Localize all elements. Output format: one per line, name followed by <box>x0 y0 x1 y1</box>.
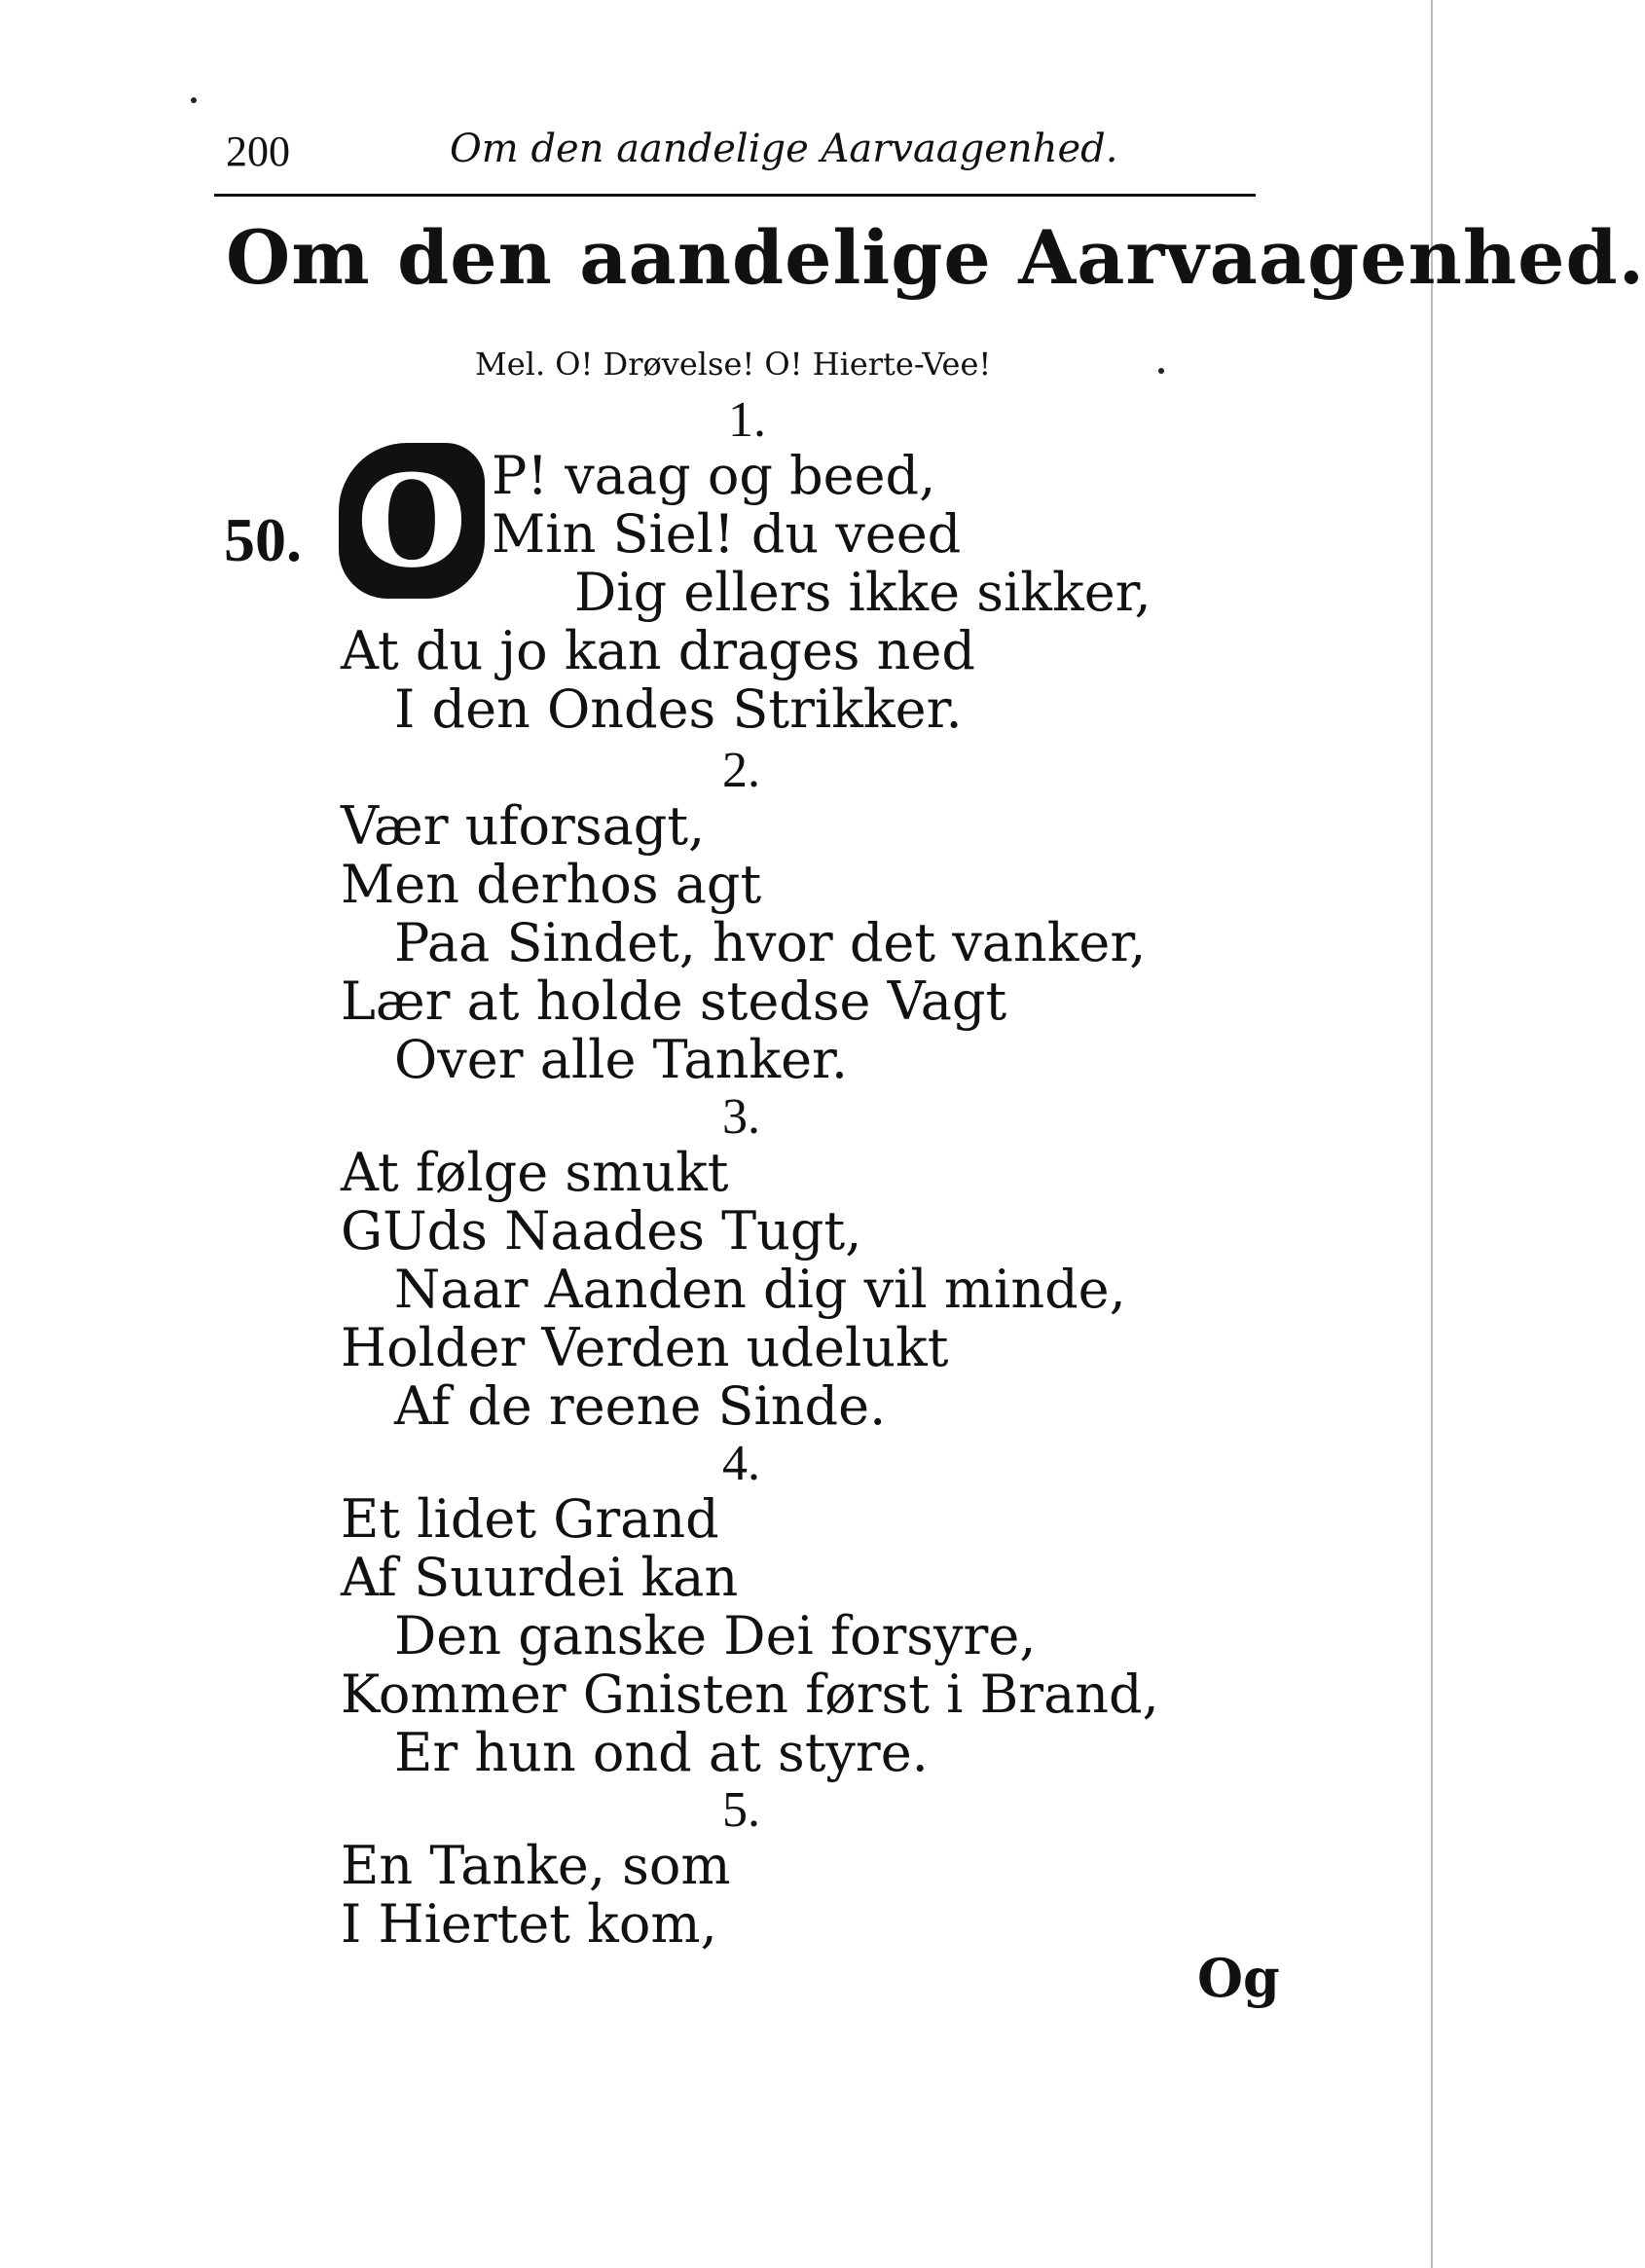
catchword: Og <box>1197 1947 1280 2009</box>
verse-line: Min Siel! du veed <box>492 503 962 565</box>
print-speck <box>1158 368 1164 374</box>
melody-line: Mel. O! Drøvelse! O! Hierte-Vee! <box>475 346 992 383</box>
verse-line: Lær at holde stedse Vagt <box>341 970 1007 1032</box>
running-title: Om den aandelige Aarvaagenhed. <box>450 127 1118 171</box>
verse-line: Holder Verden udelukt <box>341 1317 949 1378</box>
verse-line: P! vaag og beed, <box>492 445 936 506</box>
verse-line: En Tanke, som <box>341 1835 731 1896</box>
page-number: 200 <box>226 128 290 175</box>
hymn-title: Om den aandelige Aarvaagenhed. <box>226 214 1645 301</box>
verse-line: I Hiertet kom, <box>341 1893 717 1955</box>
stanza-number: 1. <box>728 392 766 448</box>
stanza-number: 4. <box>722 1436 760 1491</box>
verse-line: At du jo kan drages ned <box>341 620 975 681</box>
verse-line: Naar Aanden dig vil minde, <box>394 1259 1126 1320</box>
verse-line: Over alle Tanker. <box>394 1029 849 1090</box>
verse-line: I den Ondes Strikker. <box>394 678 963 740</box>
stanza-number: 2. <box>722 743 760 798</box>
initial-letter: O <box>356 446 467 596</box>
verse-line: Kommer Gnisten først i Brand, <box>341 1664 1159 1725</box>
verse-line: GUds Naades Tugt, <box>341 1200 862 1262</box>
stanza-number: 5. <box>722 1782 760 1838</box>
verse-line: Men derhos agt <box>341 854 762 915</box>
verse-line: Den ganske Dei forsyre, <box>394 1605 1037 1666</box>
verse-line: Dig ellers ikke sikker, <box>574 562 1152 623</box>
verse-line: Et lidet Grand <box>341 1488 719 1550</box>
stanza-number: 3. <box>722 1089 760 1145</box>
verse-line: Af de reene Sinde. <box>394 1375 887 1437</box>
verse-line: Er hun ond at styre. <box>394 1722 929 1783</box>
decorated-initial <box>339 443 485 599</box>
verse-line: At følge smukt <box>341 1142 729 1203</box>
hymn-number: 50. <box>224 505 302 574</box>
header-rule <box>214 194 1256 197</box>
page-edge-line <box>1431 0 1433 2268</box>
verse-line: Paa Sindet, hvor det vanker, <box>394 912 1147 973</box>
verse-line: Af Suurdei kan <box>341 1547 739 1608</box>
verse-line: Vær uforsagt, <box>341 795 706 857</box>
print-speck <box>191 97 197 103</box>
